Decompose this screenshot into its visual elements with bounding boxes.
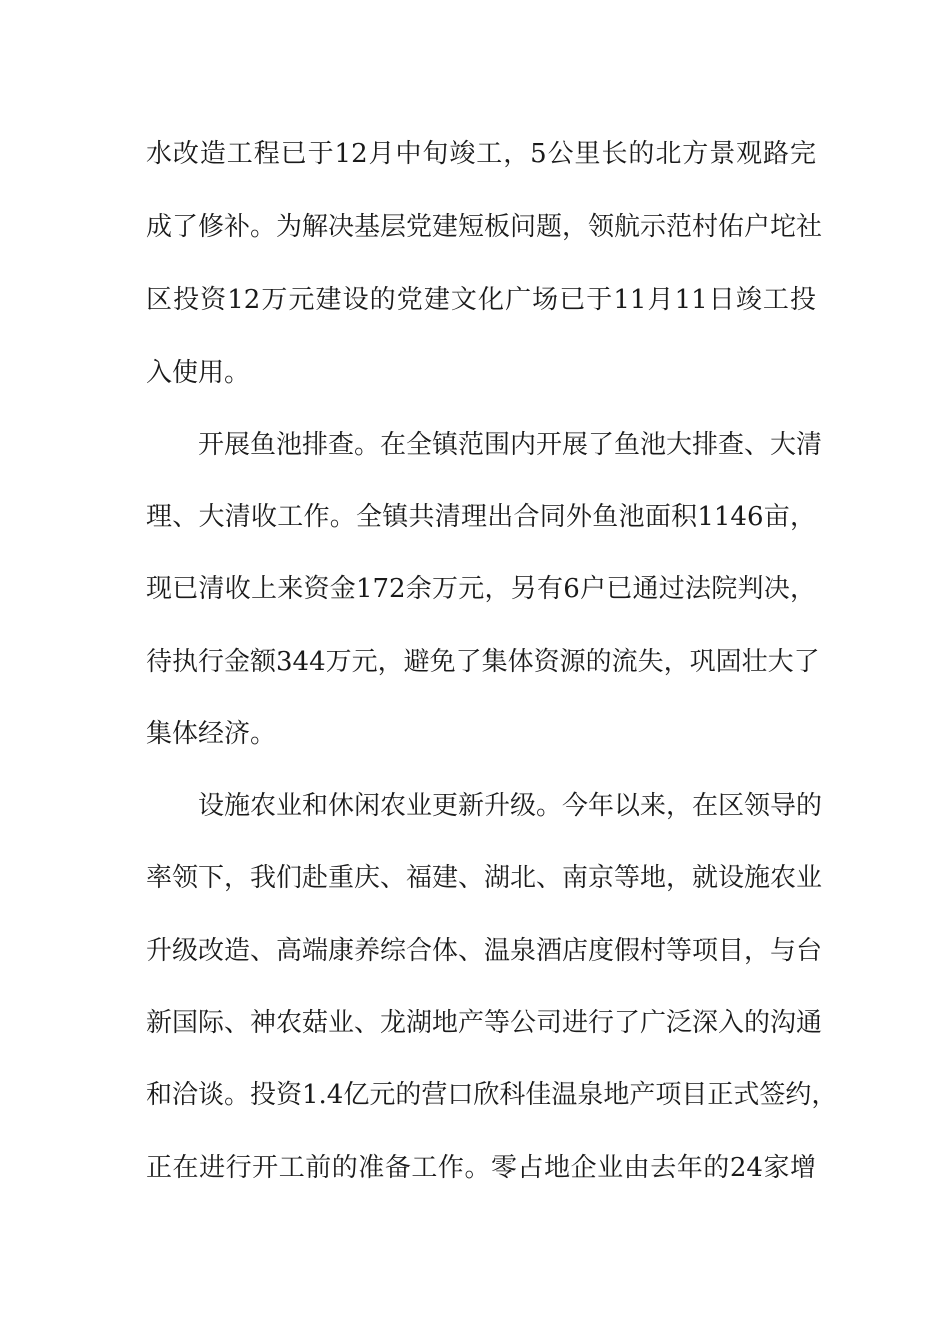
text-line: 入使用。 <box>146 358 251 388</box>
paragraph-first-line: 设施农业和休闲农业更新升级。今年以来，在区领导的 <box>198 791 823 821</box>
paragraph-first-line: 开展鱼池排查。在全镇范围内开展了鱼池大排查、大清 <box>198 430 823 460</box>
text-line: 理、大清收工作。全镇共清理出合同外鱼池面积1146亩， <box>146 502 816 532</box>
text-line: 新国际、神农菇业、龙湖地产等公司进行了广泛深入的沟通 <box>146 1008 823 1038</box>
text-line: 集体经济。 <box>146 719 277 749</box>
text-line: 水改造工程已于12月中旬竣工，5公里长的北方景观路完 <box>146 139 816 169</box>
text-line: 率领下，我们赴重庆、福建、湖北、南京等地，就设施农业 <box>146 863 823 893</box>
text-line: 现已清收上来资金172余万元，另有6户已通过法院判决， <box>146 574 816 604</box>
text-line: 成了修补。为解决基层党建短板问题，领航示范村佑户坨社 <box>146 212 823 242</box>
text-line: 正在进行开工前的准备工作。零占地企业由去年的24家增 <box>146 1153 816 1183</box>
text-line: 和洽谈。投资1.4亿元的营口欣科佳温泉地产项目正式签约， <box>146 1080 838 1110</box>
text-line: 升级改造、高端康养综合体、温泉酒店度假村等项目，与台 <box>146 936 823 966</box>
text-line: 待执行金额344万元，避免了集体资源的流失，巩固壮大了 <box>146 647 820 677</box>
text-line: 区投资12万元建设的党建文化广场已于11月11日竣工投 <box>146 285 816 315</box>
